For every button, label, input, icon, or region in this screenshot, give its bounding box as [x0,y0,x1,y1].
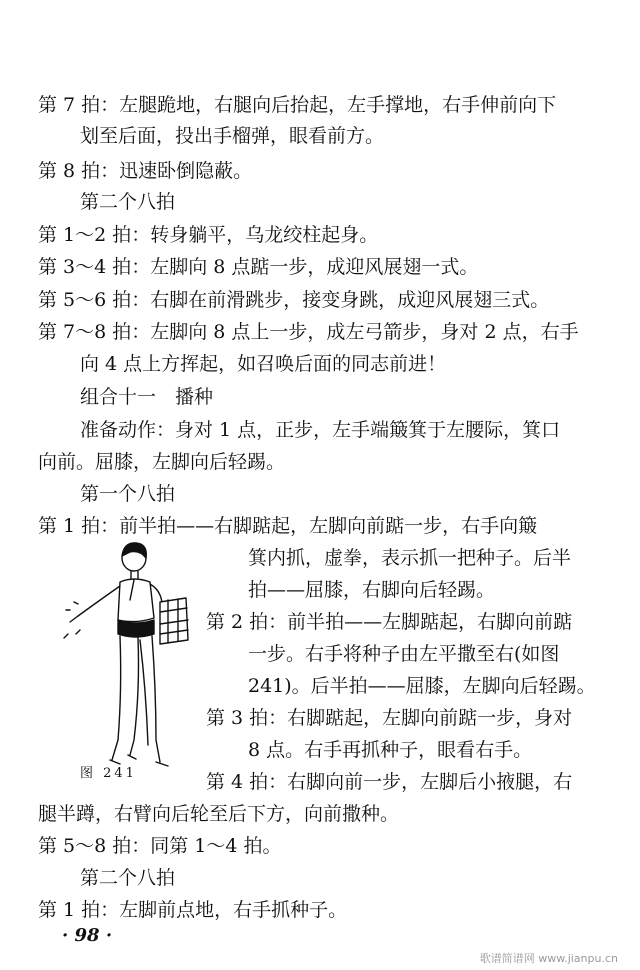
text-line-17: 第 2 拍：前半拍——左脚踮起，右脚向前踮 [206,611,573,633]
text-line-21: 8 点。右手再抓种子，眼看右手。 [248,739,533,761]
text-line-9: 向 4 点上方挥起，如召唤后面的同志前进！ [80,353,447,375]
text-line-3: 第 8 拍：迅速卧倒隐蔽。 [38,160,253,182]
text-line-23: 腿半蹲，右臂向后轮至后下方，向前撒种。 [38,803,400,825]
section-heading-first-eight: 第一个八拍 [80,483,176,505]
text-line-19: 241)。后半拍——屈膝，左脚向后轻踢。 [248,675,596,697]
text-line-20: 第 3 拍：右脚踮起，左脚向前踮一步，身对 [206,707,573,729]
combination-heading: 组合十一 播种 [80,386,214,408]
text-line-7: 第 5～6 拍：右脚在前滑跳步，接变身跳，成迎风展翅三式。 [38,289,550,311]
text-line-26: 第 1 拍：左脚前点地，右手抓种子。 [38,899,348,921]
text-line-15: 箕内抓，虚拳，表示抓一把种子。后半 [248,547,572,569]
text-line-16: 拍——屈膝，右脚向后轻踢。 [248,579,496,601]
text-line-2: 划至后面，投出手榴弹，眼看前方。 [80,125,385,147]
text-line-1: 第 7 拍：左腿跪地，右腿向后抬起，左手撑地，右手伸前向下 [38,94,557,116]
text-line-24: 第 5～8 拍：同第 1～4 拍。 [38,835,282,857]
text-line-8: 第 7～8 拍：左脚向 8 点上一步，成左弓箭步，身对 2 点，右手 [38,321,579,343]
text-line-22: 第 4 拍：右脚向前一步，左脚后小掖腿，右 [206,771,573,793]
text-line-14: 第 1 拍：前半拍——右脚踮起，左脚向前踮一步，右手向簸 [38,515,538,537]
section-heading-second-eight: 第二个八拍 [80,191,176,213]
dancer-figure-illustration [60,540,210,785]
page-number: · 98 · [62,925,113,946]
text-line-11: 准备动作：身对 1 点，正步，左手端簸箕于左腰际，箕口 [80,419,561,441]
section-heading-second-eight-b: 第二个八拍 [80,867,176,889]
text-line-6: 第 3～4 拍：左脚向 8 点踮一步，成迎风展翅一式。 [38,256,479,278]
watermark-text: 歌谱简谱网 www.jianpu.cn [479,952,618,965]
text-line-18: 一步。右手将种子由左平撒至右(如图 [248,643,560,665]
text-line-12: 向前。屈膝，左脚向后轻踢。 [38,451,286,473]
text-line-5: 第 1～2 拍：转身躺平，乌龙绞柱起身。 [38,224,379,246]
figure-caption: 图 241 [80,766,137,781]
